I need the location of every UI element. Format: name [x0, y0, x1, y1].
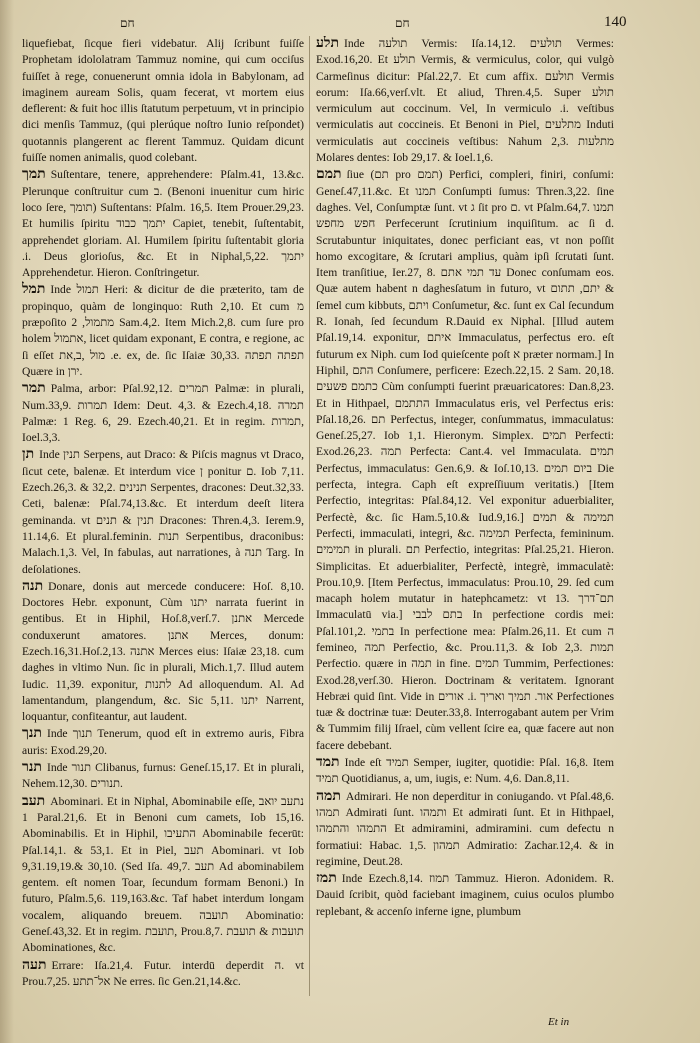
entry-text: Abominari. Et in Niphal, Abominabile eſſe, נתעב יואב 1 Paral.21,6. Et in Benoni cum camets, Iob 15,16. Abominabilis. Et in Hiphil, התעיבו Abominabile fecerūt: Pſal.14,1. & 53,1. Et in Piel, תעב Abominari. vt Iob 9,31.19,19.& 30,10. (Sed Iſa. 49,7. תעב Ad abominabilem gentem. eſt nomen Toar, ſecundum formam Benoni.) In futuro, Pſalm.5,6. 119,163.&c. Taf habet interdum longam vocalem, aliquando breuem. תועבה Abominatio: Geneſ.43,32. Et in regim. תועבת, Prou.8,7. תועבות & תועבת Abominationes, &c.	[22, 794, 304, 955]
lexicon-entry	[316, 167, 614, 754]
entry-headword: תמר	[22, 381, 46, 397]
entry-text: ſiue (תם pro תמם) Perfici, compleri, finiri, conſumi: Geneſ.47,11.&c. Et תמנו Conſumpti ſumus: Thren.3,22. ſine daghes. Vel, Conſumptæ ſunt. vt ג ſit pro ם. vt Pſalm.64,7. תמנו חפש מחפש Perfecerunt ſcrutinium inquiſitum. ac ſi d. Scrutabuntur iniquitates, donec perficiant eas, vt non poſſit homo excogitare, & ſcrutari amplius, quàm ipſi ſcrutati ſunt. Item tranſitiue, Ier.27, 8. עד תמי אתם Donec conſumam eos. Quæ autem habent n daghesſatum in futuro, vt יתם, תתום & ſemel cum kibbuts, ויתם Conſumetur, &c. ſunt ex Cal ſecundum R. Ionah, ſed ſecundum R.Dauid ex Niphal. [Illud autem Pſal.19,14. exponitur, איתם Immaculatus, perfectus ero. eſt futurum ex Niph. cum Iod quieſcente poſt א præter normam.] In Hiphil, התם Conſumere, perficere: Ezech.22,15. 2 Sam. 20,18. כתמם פשעים Cùm conſumpti fuerint præuaricatores: Dan.8,23. Et in Hithpael, התתמם Immaculatus eris, vel Perfectus eris: Pſal.18,26. תם Perfectus, integer, conſummatus, immaculatus: Geneſ.25,27. Iob 1,1. Hieronym. Simplex. תמים Perfecti: Exod.26,23. תמה Perfecta: Cant.4. vel Immaculata. תמים Perfectus, immaculatus: Gen.6,9. & Ioſ.10,13. ביום תמים Die perfecta, integra. Caph eſt expreſſiuum veritatis.) [Item Perfectio, integritas: Pſal.84,12. Vel exponitur aduerbialiter, Perfectè, &c. ſic Ham.5,10.& Iud.9,16.] תמימה & תמים Perfecti, immaculati, integri, &c. תמימה Perfecta, femininum. תמימים in plurali. תם Perfectio, integritas: Pſal.25,21. Hieron. Simplicitas. Et aduerbialiter, Perfectè, integrè, immaculatè: Prou.10,9. [Item Perfectus, immaculatus: Prou.10, 29. ſed cum macaph holem mutatur in hatephcametz: vt 13. תם־דרך Immaculatū via.] בתם לבבי In perfectione cordis mei: Pſal.101,2. בתמי In perfectione mea: Pſalm.26,11. Et cum ה femineo, תמה Perfectio, &c. Prou.11,3. & Iob 2,3. תמות Perfectio. quære in תמה in fine. תמים Tummim, Perfectiones: Exod.28,verſ.30. Hieron. Doctrinam & veritatem. Ignorant Hebræi quid ſint. Vide in אורים .i. אור. תמיך ואריך Perfectiones tuæ & doctrinæ tuæ: Deuter.33,8. Interrogabant autem per Vrim & Tummim filij Iſrael, cùm vellent ſcire ea, quæ facere aut non facere debebant.	[316, 168, 614, 752]
lexicon-entry	[22, 282, 304, 380]
lexicon-entry	[22, 579, 304, 726]
lexicon-entry	[316, 871, 614, 920]
entry-text: Inde תולעה Vermis: Iſa.14,12. תולעים Vermes: Exod.16,20. Et תולע Vermis, & vermiculus, color, qui vulgò Carmeſinus dicitur: Pſal.22,7. Et cum affix. תולעם Vermis eorum: Iſa.66,verſ.vlt. Et aliud, Thren.4,5. Super תולע vermiculum aut coccinum. Vel, In vermiculo .i. veſtibus vermiculatis aut coccineis. Et Benoni in Piel, מתלעים Induti vermiculatis aut coccineis veſtibus: Nahum 2,3. מתלעות Molares dentes: Iob 29,17. & Ioel.1,6.	[316, 37, 614, 165]
lexicon-entry	[316, 36, 614, 166]
right-column	[316, 36, 614, 1026]
lexicon-entry	[22, 167, 304, 281]
lexicon-entry	[22, 447, 304, 577]
lexicon-entry	[22, 794, 304, 957]
page-number: 140	[604, 14, 627, 30]
entry-headword: תמה	[316, 788, 341, 804]
lexicon-entry	[22, 726, 304, 759]
entry-text: Inde eſt תמיד Semper, iugiter, quotidie: Pſal. 16,8. Item תמיד Quotidianus, a, um, iugis, e: Num. 4,6. Dan.8,11.	[316, 756, 614, 786]
running-head	[0, 14, 700, 36]
lexicon-entry	[22, 760, 304, 793]
entry-text: Inde תנין Serpens, aut Draco: & Piſcis magnus vt Draco, ſicut cete, balenæ. Et interdum vice ן ponitur ם. Iob 7,11. Ezech.26,3. & 32,2. תנינים Serpentes, dracones: Deut.32,33. Ceti, balenæ: Pſal.74,13.&c. Et interdum deeſt litera geminanda. vt תנין & תנים Dracones: Thren.4,3. Ierem.9, 11.14,6. Et plural.feminin. תנות Serpentibus, draconibus: Malach.1,3. Vel, In fabulas, aut narrationes, à תנה Targ. In deſolationes.	[22, 448, 304, 576]
gutter-shadow	[0, 0, 14, 1043]
entry-text: Palma, arbor: Pſal.92,12. תמרים Palmæ: in plurali, Num.33,9. תמרות Idem: Deut. 4,3. & Ezech.4,18. תמרה Palmæ: 1 Reg. 6, 29. Ezech.40,21. Et in regim. תמרות, Ioel.3,3.	[22, 382, 304, 445]
entry-headword: תנר	[22, 760, 42, 776]
entry-text: Errare: Iſa.21,4. Futur. interdū deperdit ה. vt Prou.7,25. אל־תתע Ne erres. ſic Gen.21,14.&c.	[22, 958, 304, 988]
entry-headword: תנה	[22, 578, 44, 594]
entry-text: Admirari. He non deperditur in coniugando. vt Pſal.48,6. תמהו Admirati ſunt. ותמהו Et admirati ſunt. Et in Hithpael, התמהו והתמהו Et admiramini, admiramini. cum defectu n formatiui: Habac. 1,5. תמהון Admiratio: Zachar.12,4. & in regimine, Deut.28.	[316, 789, 614, 868]
entry-text: Donare, donis aut mercede conducere: Hoſ. 8,10. Doctores Hebr. exponunt, Cùm יתנו narrata fuerint in gentibus. Et in Hiphil, Hoſ.8,verſ.7. אתנן Mercede conduxerunt amatores. אתנן Merces, donum: Ezech.16,31.Hoſ.2,13. אתנה Merces eius: Iſaiæ 23,18. cum daghes in vltimo Nun. ſic in plurali, Mich.1,7. Illud autem Iudic. 11,39. exponitur, לתנות Ad alloquendum. Al. Ad lamentandum, plangendum, &c. Sic 5,11. יתנו Narrent, loquantur, confiteantur, aut laudent.	[22, 579, 304, 724]
entry-headword: תלע	[316, 36, 340, 51]
lexicon-entry	[22, 381, 304, 446]
entry-headword: תמד	[316, 755, 340, 771]
entry-text: Suſtentare, tenere, apprehendere: Pſalm.41, 13.&c. Plerunque conſtruitur cum ב. (Benoni inuenitur cum hiric loco ſere, תומך) Suſtentans: Pſalm. 16,5. Item Prouer.29,23. Et humilis ſpiritu יתמך כבוד Capiet, tenebit, ſuſtentabit, apprehendet gloriam. Al. Humilem ſpiritu ſuſtentabit gloria .i. Deus glorioſus, &c. Et in Niphal,5,22. יתמך Apprehendetur. Hieron. Conſtringetur.	[22, 168, 304, 280]
entry-text: Inde Ezech.8,14. תמוז Tammuz. Hieron. Adonidem. R. Dauid ſcribit, quòd faciebant imaginem, cuius oculos plumbo replebant, & accenſo inferne igne, plumbum	[316, 872, 614, 918]
lexicon-entry	[22, 958, 304, 991]
entry-text: Inde תמול Heri: & dicitur de die præterito, tam de propinquo, quàm de longinquo: Ruth 2,10. Et cum מ præpoſito מתמול, 2 Sam.4,2. Item Mich.2,8. cum ſure pro holem אתמול, licet quidam exponant, E contra, e regione, ac ſi eſſet מול ,ב,את .e. ex, de. ſic Iſaiæ 30,33. תפתה תפתה Quære in ירן.	[22, 283, 304, 378]
entry-headword: תמך	[22, 167, 46, 183]
entry-headword: תמל	[22, 282, 46, 298]
lexicon-entry	[316, 755, 614, 788]
lexicon-entry	[316, 789, 614, 870]
running-head-left: חם	[120, 16, 135, 30]
running-head-center: חם	[395, 16, 410, 30]
entry-headword: תן	[22, 447, 35, 463]
column-divider	[309, 36, 310, 996]
entry-text: liquefiebat, ſicque fieri videbatur. Alij ſcribunt fuiſſe Prophetam idololatram Tammuz nomine, qui cum occiſus fuiſſet à rege, conuenerunt omnia idola in Babylonam, ad imaginem auream Solis, quam fecerat, vt mortem eius deflerent: & fuit hoc illis ſtatutum perpetuum, vt in principio dici menſis Tammuz, (qui plerúque noſtro Iunio reſpondet) quotannis plangerent ac flerent Tammuz. Quidam dicunt fuiſſe nomen animalis, quod colebant.	[22, 37, 304, 165]
entry-text: Inde תנוך Tenerum, quod eſt in extremo auris, Fibra auris: Exod.29,20.	[22, 727, 304, 757]
left-column	[22, 36, 304, 1026]
lexicon-entry	[22, 36, 304, 166]
entry-headword: תעה	[22, 957, 47, 973]
catchword: Et in	[548, 1016, 570, 1028]
entry-headword: תמז	[316, 871, 337, 887]
entry-headword: תנך	[22, 726, 42, 742]
entry-headword: תמם	[316, 167, 342, 183]
entry-headword: תעב	[22, 793, 46, 809]
entry-text: Inde תנור Clibanus, furnus: Geneſ.15,17. Et in plurali, Nehem.12,30. תנורים.	[22, 761, 304, 791]
